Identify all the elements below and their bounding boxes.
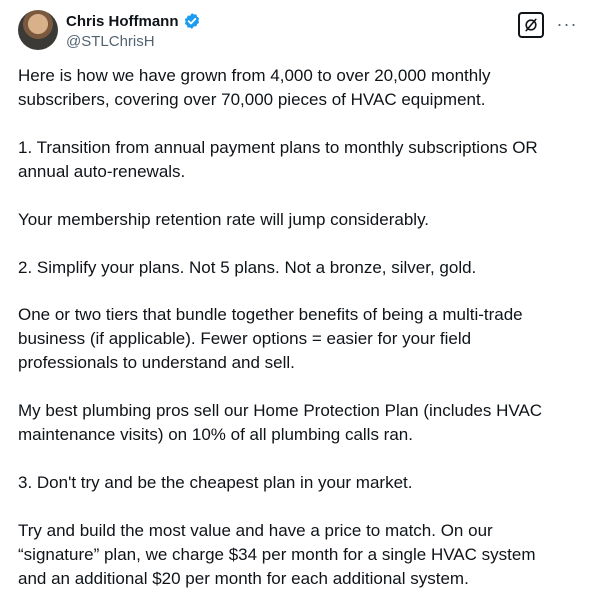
paragraph: Here is how we have grown from 4,000 to over 20,000 monthly subscribers, covering over 70,000 pieces of HVAC equipment. [18, 66, 491, 109]
tweet-header [18, 10, 581, 52]
verified-badge-icon[interactable] [183, 12, 201, 30]
author-handle[interactable]: @STLChrisH [66, 33, 155, 50]
author-name[interactable]: Chris Hoffmann [66, 12, 179, 30]
author-identity [66, 11, 201, 50]
tweet-text [18, 64, 578, 615]
paragraph: 2. Simplify your plans. Not 5 plans. Not a bronze, silver, gold. [18, 257, 477, 277]
paragraph: One or two tiers that bundle together benefits of being a multi-trade business (if applicable). Fewer options = easier for your field professionals to understand and sell. [18, 305, 523, 373]
avatar[interactable] [18, 10, 58, 50]
grok-icon [523, 17, 539, 33]
paragraph: Your membership retention rate will jump considerably. [18, 209, 430, 229]
name-row [66, 11, 201, 31]
paragraph: 1. Transition from annual payment plans to monthly subscriptions OR annual auto-renewals. [18, 137, 538, 181]
more-options-icon[interactable]: ··· [556, 13, 578, 34]
paragraph: Try and build the most value and have a price to match. On our “signature” plan, we charge $34 per month for a single HVAC system and an additional $20 per month for each additional system. [18, 520, 536, 588]
paragraph: My best plumbing pros sell our Home Protection Plan (includes HVAC maintenance visits) on 10% of all plumbing calls ran. [18, 401, 543, 445]
paragraph: 3. Don't try and be the cheapest plan in your market. [18, 472, 413, 492]
grok-button[interactable] [518, 12, 544, 38]
